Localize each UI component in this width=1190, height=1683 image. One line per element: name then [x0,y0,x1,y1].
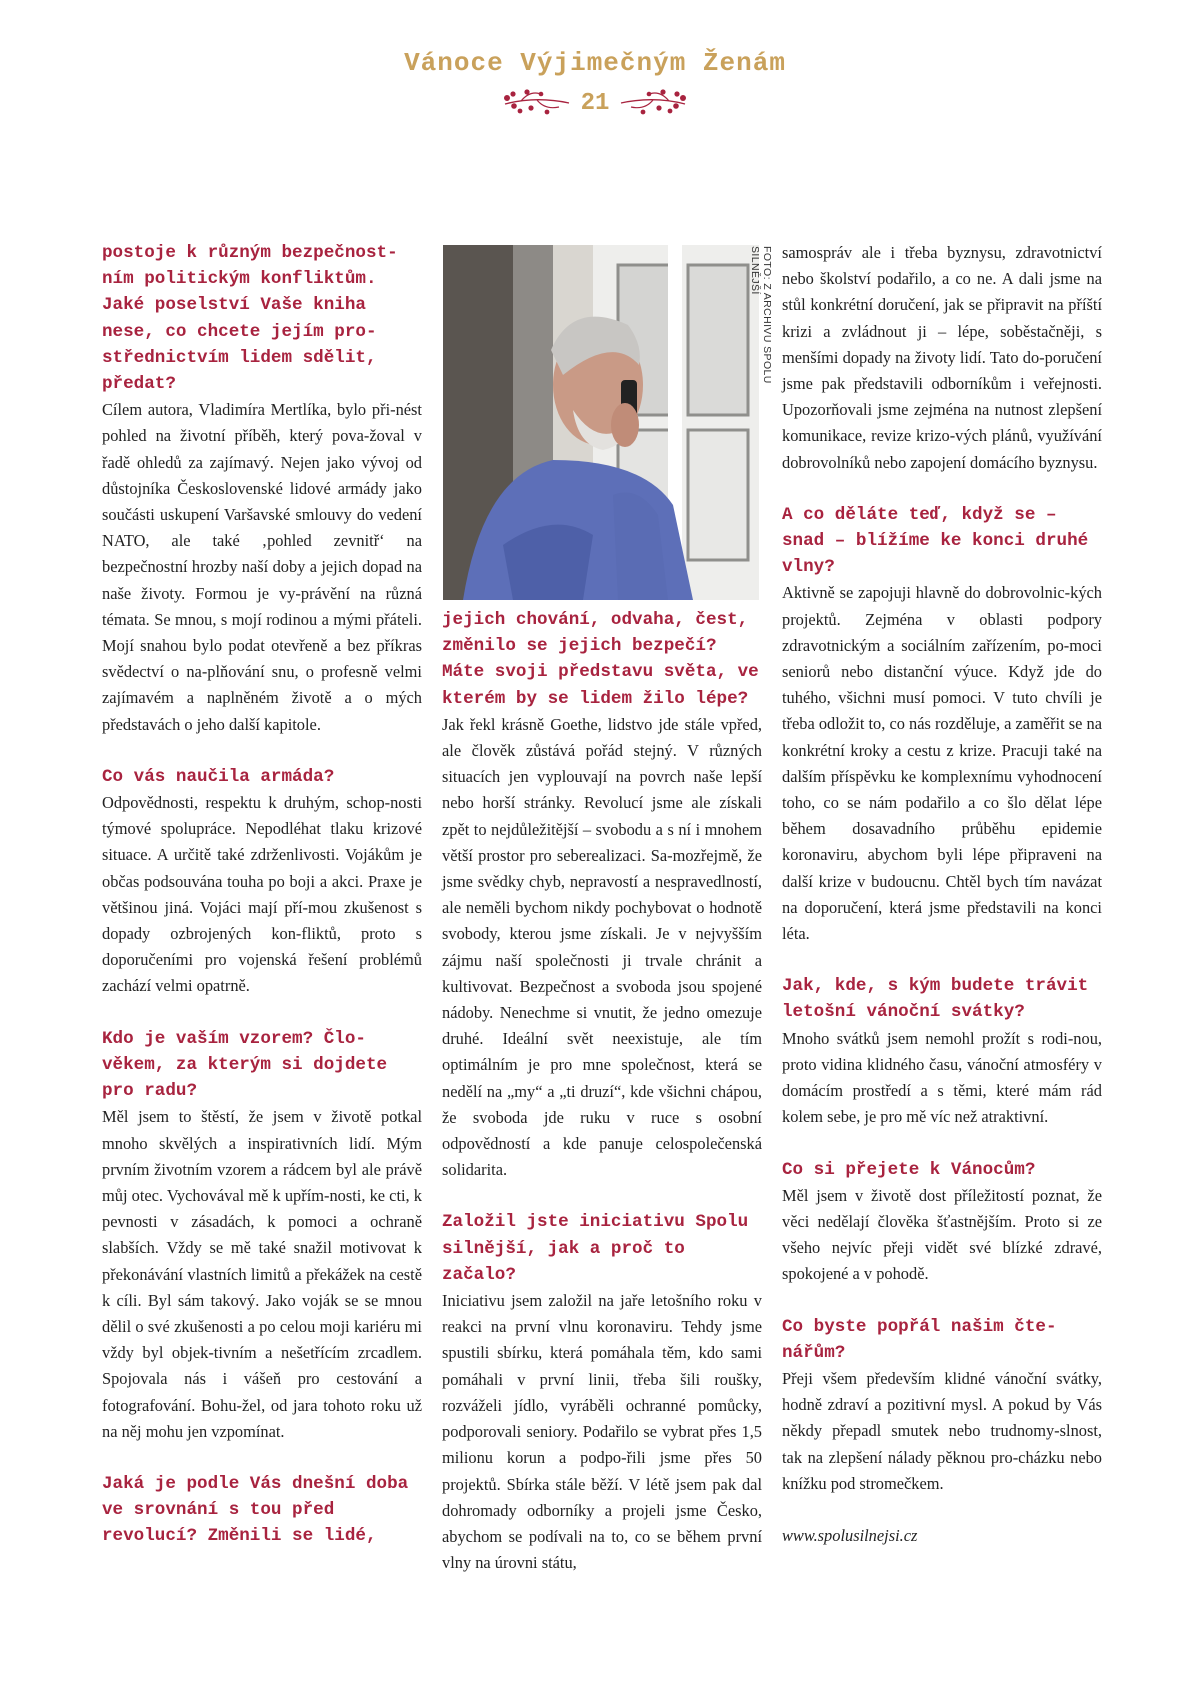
answer-paragraph: Přeji všem především klidné vánoční svátky, hodně zdraví a pozitivní mysl. A pokud by Vás někdy přepadl smutek nebo trudnomy-slnost, tak na zlepšení nálady pěknou pro-cházku nebo knížku pod stromečkem. [782,1368,1102,1493]
page-number: 21 [580,89,610,117]
answer-paragraph: Mnoho svátků jsem nemohl prožít s rodi-nou, proto vidina klidného času, vánoční atmosféry v domácím prostředí a s těmi, které mám rád kolem sebe, je pro mě víc než atraktivní. [782,1028,1102,1127]
magazine-title: Vánoce Výjimečným Ženám [404,48,786,78]
page-number-row [0,86,1190,120]
answer-paragraph: Cílem autora, Vladimíra Mertlíka, bylo při-nést pohled na životní příběh, který pova-žoval v řadě ohledů za zajímavý. Nejen jako vývoj od důstojníka Československé lidové armády jako součásti uskupení Varšavské smlouvy do vedení NATO, ale také ‚pohled zevnitř‘ na bezpečnostní hrozby naší doby a jejich dopad na naše životy. Formou je vy-právění na různá témata. Se mnou, s mojí rodinou a mými přáteli. Mojí snahou bylo podat otevřeně a bez příkras svědectví o na-plňování snu, o profesně velmi zajímavém a naplněném životě a o mých představách o jeho další kapitole. [102,400,422,734]
question-heading: Jaká je podle Vás dnešní doba ve srovnání s tou před revolucí? Změnili se lidé, [102,1473,409,1547]
holly-branch-right-icon [619,86,689,120]
question-heading: Co si přejete k Vánocům? [782,1159,1036,1180]
question-heading: Jak, kde, s kým budete trávit letošní vánoční svátky? [782,976,1089,1023]
portrait-photo [443,245,759,600]
man-on-phone-at-window-image [443,245,759,600]
question-heading: A co děláte teď, když se – snad – blížíme ke konci druhé vlny? [782,504,1089,578]
photo-credit: FOTO: Z ARCHIVU SPOLU SILNĚJŠÍ [749,246,773,384]
question-heading: Založil jste iniciativu Spolu silnější, jak a proč to začalo? [442,1212,749,1285]
answer-paragraph: Iniciativu jsem založil na jaře letošního roku v reakci na první vlnu koronaviru. Tehdy jsme spustili sbírku, která pomáhala těm, kdo sami pomáhali v první linii, třeba šili roušky, rozváželi jídlo, vyráběli ochranné pomůcky, podporovali seniory. Podařilo se vybrat přes 1,5 milionu korun a podpo-řili jsme přes 50 projektů. Sbírka stále běží. V létě jsem pak dal dohromady odborníky a projeli jsme Česko, abychom se podívali na to, co se během první vlny na úrovni státu, [442,1291,762,1573]
answer-paragraph: Měl jsem to štěstí, že jsem v životě potkal mnoho skvělých a inspirativních lidí. Mým prvním životním vzorem a rádcem byl ale právě můj otec. Vychovával mě k upřím-nosti, ke cti, k pevnosti v zásadách, k pomoci a ochraně slabších. Vždy se mě také snažil motivovat k překonávání vlastních limitů a překážek na cestě k cíli. Byl sám takový. Jako voják se se mnou dělil o své zkušenosti a po celou moji kariéru mi vždy byl objek-tivním a nešetřícím zrcadlem. Spojovala nás i vášeň pro cestování a fotografování. Bohu-žel, od jara tohoto roku už na něj mohu jen vzpomínat. [102,1107,422,1441]
column-middle [442,607,762,1576]
question-heading: postoje k různým bezpečnost-ním politickým konfliktům. Jaké poselství Vaše kniha nese, co chcete jejím pro-střednictvím lidem sdělit, předat? [102,243,398,395]
question-heading: Co byste popřál našim čte-nářům? [782,1316,1057,1363]
question-heading: jejich chování, odvaha, čest, změnilo se jejich bezpečí? Máte svoji představu světa, ve kterém by se lidem žilo lépe? [442,610,759,709]
page-header [0,48,1190,120]
holly-branch-left-icon [501,86,571,120]
question-heading: Kdo je vaším vzorem? Člo-věkem, za kterým si dojdete pro radu? [102,1028,388,1102]
question-heading: Co vás naučila armáda? [102,766,335,787]
answer-paragraph: Jak řekl krásně Goethe, lidstvo jde stále vpřed, ale člověk zůstává pořád stejný. V různých situacích jen vyplouvají na povrch naše lepší nebo horší stránky. Revolucí jsme ale získali zpět to nejdůležitější – svobodu a s ní i mnohem větší prostor pro seberealizaci. Sa-mozřejmě, že jsme svědky chyb, nepravostí a nespravedlností, ale neměli bychom nikdy pochybovat o hodnotě svobody, kterou jsme získali. Je v nejvyšším zájmu naší společnosti ji trvale chránit a kultivovat. Bezpečnost a svoboda jsou spojené nádoby. Nenechme si vnutit, že jedno omezuje druhé. Ideální svět neexistuje, ale tím optimálním je pro mne společnost, která se nedělí na „my“ a „ti druzí“, kde všichni chápou, že svoboda jde ruku v ruce s osobní odpovědností a kde panuje celospolečenská solidarita. [442,714,762,1180]
column-left [102,240,422,1550]
answer-paragraph: Měl jsem v životě dost příležitostí poznat, že věci nedělají člověka šťastnějším. Proto si ze všeho nejvíc přeji vidět své blízké zdravé, spokojené a v pohodě. [782,1185,1102,1284]
answer-paragraph: Aktivně se zapojuji hlavně do dobrovolnic-kých projektů. Zejména v oblasti podpory zdravotnickým a sociálním zařízením, po-moci seniorů nebo distanční výuce. Když jde do tuhého, všichni musí pomoci. V tuto chvíli je třeba odložit to, co nás rozděluje, a zaměřit se na konkrétní kroky a cestu z krize. Pracuji také na dalším příspěvku ke komplexnímu vyhodnocení toho, co se nám podařilo a co šlo dělat lépe během dosavadního průběhu epidemie koronaviru, abychom byli lépe připraveni na další krize v budoucnu. Chtěl bych tím navázat na doporučení, která jsme představili na konci léta. [782,583,1102,944]
column-right [782,240,1102,1549]
website-link[interactable]: www.spolusilnejsi.cz [782,1525,918,1545]
answer-paragraph: Odpovědnosti, respektu k druhým, schop-nosti týmové spolupráce. Nepodléhat tlaku krizové situace. A určitě také zdrženlivosti. Vojákům je občas podsouvána touha po boji a akci. Praxe je většinou jiná. Vojáci mají pří-mou zkušenost s dopady ozbrojených kon-fliktů, proto s doporučeními pro vojenská řešení problémů zachází velmi opatrně. [102,793,422,996]
answer-paragraph: samospráv ale i třeba byznysu, zdravotnictví nebo školství podařilo, a co ne. A dali jsme na stůl konkrétní doručení, jak se připravit na příští krizi a zvládnout ji – lépe, soběstačněji, s menšími dopady na životy lidí. Tato do-poručení jsme pak představili odborníkům i veřejnosti. Upozorňovali jsme zejména na nutnost zlepšení komunikace, revize krizo-vých plánů, využívání dobrovolníků nebo zapojení domácího byznysu. [782,243,1102,472]
